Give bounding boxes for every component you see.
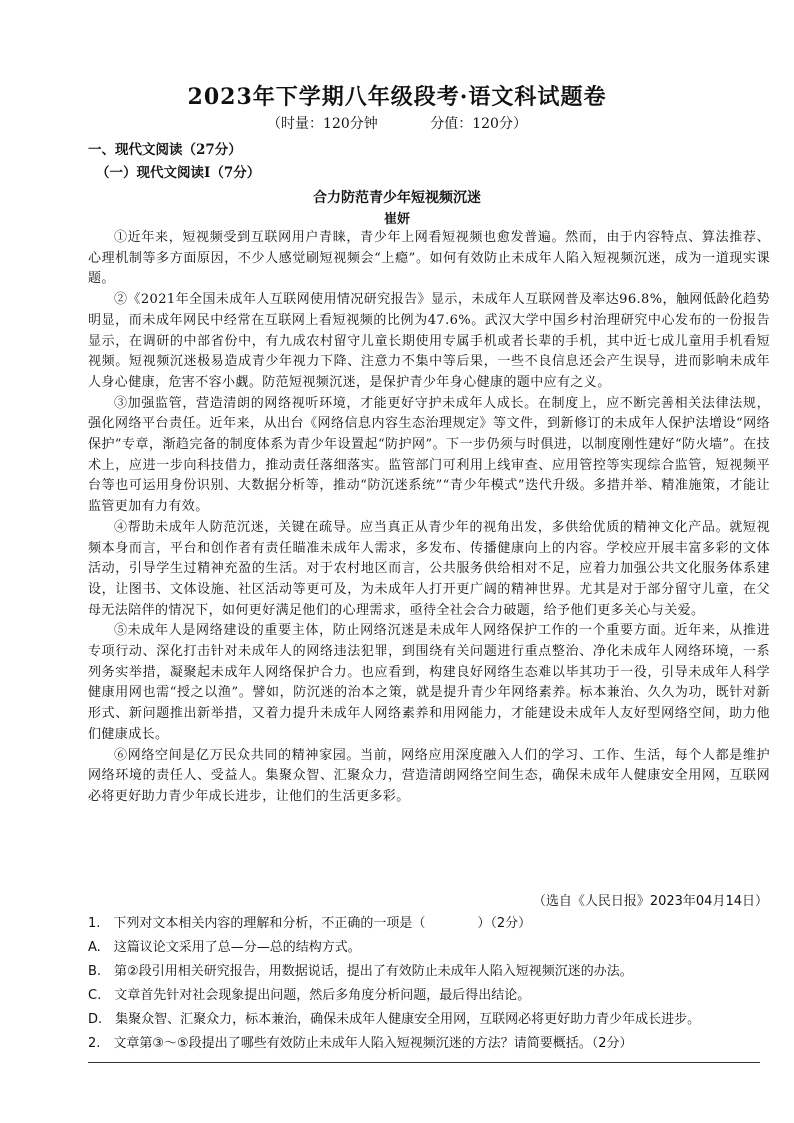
question-1-stem: 1. 下列对文本相关内容的理解和分析，不正确的一项是（ ）（2分） bbox=[88, 916, 532, 931]
question-1-option-d: D. 集聚众智、汇聚众力，标本兼治，确保未成年人健康安全用网，互联网必将更好助力青少年成长进步。 bbox=[88, 1012, 701, 1027]
paragraph-1: ①近年来，短视频受到互联网用户青睐，青少年上网看短视频也愈发普遍。然而，由于内容特点、算法推荐、心理机制等多方面原因，不少人感觉刷短视频会“上瘾”。如何有效防止未成年人陷入短视频沉迷，成为一道现实课题。 bbox=[88, 230, 770, 287]
paragraph-4: ④帮助未成年人防范沉迷，关键在疏导。应当真正从青少年的视角出发，多供给优质的精神文化产品。就短视频本身而言，平台和创作者有责任瞄准未成年人需求，多发布、传播健康向上的内容。学校应开展丰富多彩的文体活动，引导学生过精神充盈的生活。对于农村地区而言，公共服务供给相对不足，应着力加强公共文化服务体系建设，让图书、文体设施、社区活动等更可及，为未成年人打开更广阔的精神世界。尤其是对于部分留守儿童，在父母无法陪伴的情况下，如何更好满足他们的心理需求，亟待全社会合力破题，给予他们更多关心与关爱。 bbox=[88, 519, 770, 618]
article-author: 崔妍 bbox=[383, 212, 410, 227]
article-source: （选自《人民日报》2023年04月14日） bbox=[532, 894, 768, 909]
exam-title: 2023年下学期八年级段考·语文科试题卷 bbox=[187, 84, 607, 110]
bottom-divider bbox=[88, 1062, 760, 1063]
paragraph-5: ⑤未成年人是网络建设的重要主体，防止网络沉迷是未成年人网络保护工作的一个重要方面。近年来，从推进专项行动、深化打击针对未成年人的网络违法犯罪，到围绕有关问题进行重点整治、净化未成年人网络环境，一系列务实举措，凝聚起未成年人网络保护合力。也应看到，构建良好网络生态难以毕其功于一役，引导未成年人科学健康用网也需“授之以渔”。譬如，防沉迷的治本之策，就是提升青少年网络素养。标本兼治、久久为功，既针对新形式、新问题推出新举措，又着力提升未成年人网络素养和用网能力，才能建设未成年人友好型网络空间，助力他们健康成长。 bbox=[88, 623, 770, 742]
question-1-option-a: A. 这篇议论文采用了总—分—总的结构方式。 bbox=[88, 940, 361, 955]
question-1-option-c: C. 文章首先针对社会现象提出问题，然后多角度分析问题，最后得出结论。 bbox=[88, 988, 531, 1003]
question-1-option-b: B. 第②段引用相关研究报告，用数据说话，提出了有效防止未成年人陷入短视频沉迷的办法。 bbox=[88, 964, 633, 979]
article-body bbox=[88, 228, 770, 808]
section-heading: 一、现代文阅读（27分） bbox=[88, 142, 242, 158]
article-title: 合力防范青少年短视频沉迷 bbox=[313, 190, 481, 206]
exam-info bbox=[0, 113, 794, 133]
question-2-stem: 2. 文章第③～⑤段提出了哪些有效防止未成年人陷入短视频沉迷的方法？请简要概括。（2分） bbox=[88, 1036, 633, 1051]
exam-score: 分值：120分） bbox=[430, 116, 527, 132]
subsection-heading: （一）现代文阅读Ⅰ（7分） bbox=[96, 165, 261, 181]
paragraph-2: ②《2021年全国未成年人互联网使用情况研究报告》显示，未成年人互联网普及率达96.8%，触网低龄化趋势明显，而未成年网民中经常在互联网上看短视频的比例为47.6%。武汉大学中国乡村治理研究中心发布的一份报告显示，在调研的中部省份中，有九成农村留守儿童长期使用专属手机或者长辈的手机，其中近七成儿童用手机看短视频。短视频沉迷极易造成青少年视力下降、注意力不集中等后果，一些不良信息还会产生误导，进而影响未成年人身心健康，危害不容小觑。防范短视频沉迷，是保护青少年身心健康的题中应有之义。 bbox=[88, 292, 770, 390]
paragraph-3: ③加强监管，营造清朗的网络视听环境，才能更好守护未成年人成长。在制度上，应不断完善相关法律法规，强化网络平台责任。近年来，从出台《网络信息内容生态治理规定》等文件，到新修订的未成年人保护法增设“网络保护”专章，渐趋完备的制度体系为青少年设置起“防护网”。下一步仍须与时俱进，以制度刚性建好“防火墙”。在技术上，应进一步向科技借力，推动责任落细落实。监管部门可利用上线审查、应用管控等实现综合监管，短视频平台等也可运用身份识别、大数据分析等，推动“防沉迷系统”“青少年模式”迭代升级。多措并举、精准施策，才能让监管更加有力有效。 bbox=[88, 395, 770, 515]
exam-time: （时量：120分钟 bbox=[267, 116, 378, 132]
paragraph-6: ⑥网络空间是亿万民众共同的精神家园。当前，网络应用深度融入人们的学习、工作、生活，每个人都是维护网络环境的责任人、受益人。集聚众智、汇聚众力，营造清朗网络空间生态，确保未成年人健康安全用网，互联网必将更好助力青少年成长进步，让他们的生活更多彩。 bbox=[88, 747, 770, 804]
